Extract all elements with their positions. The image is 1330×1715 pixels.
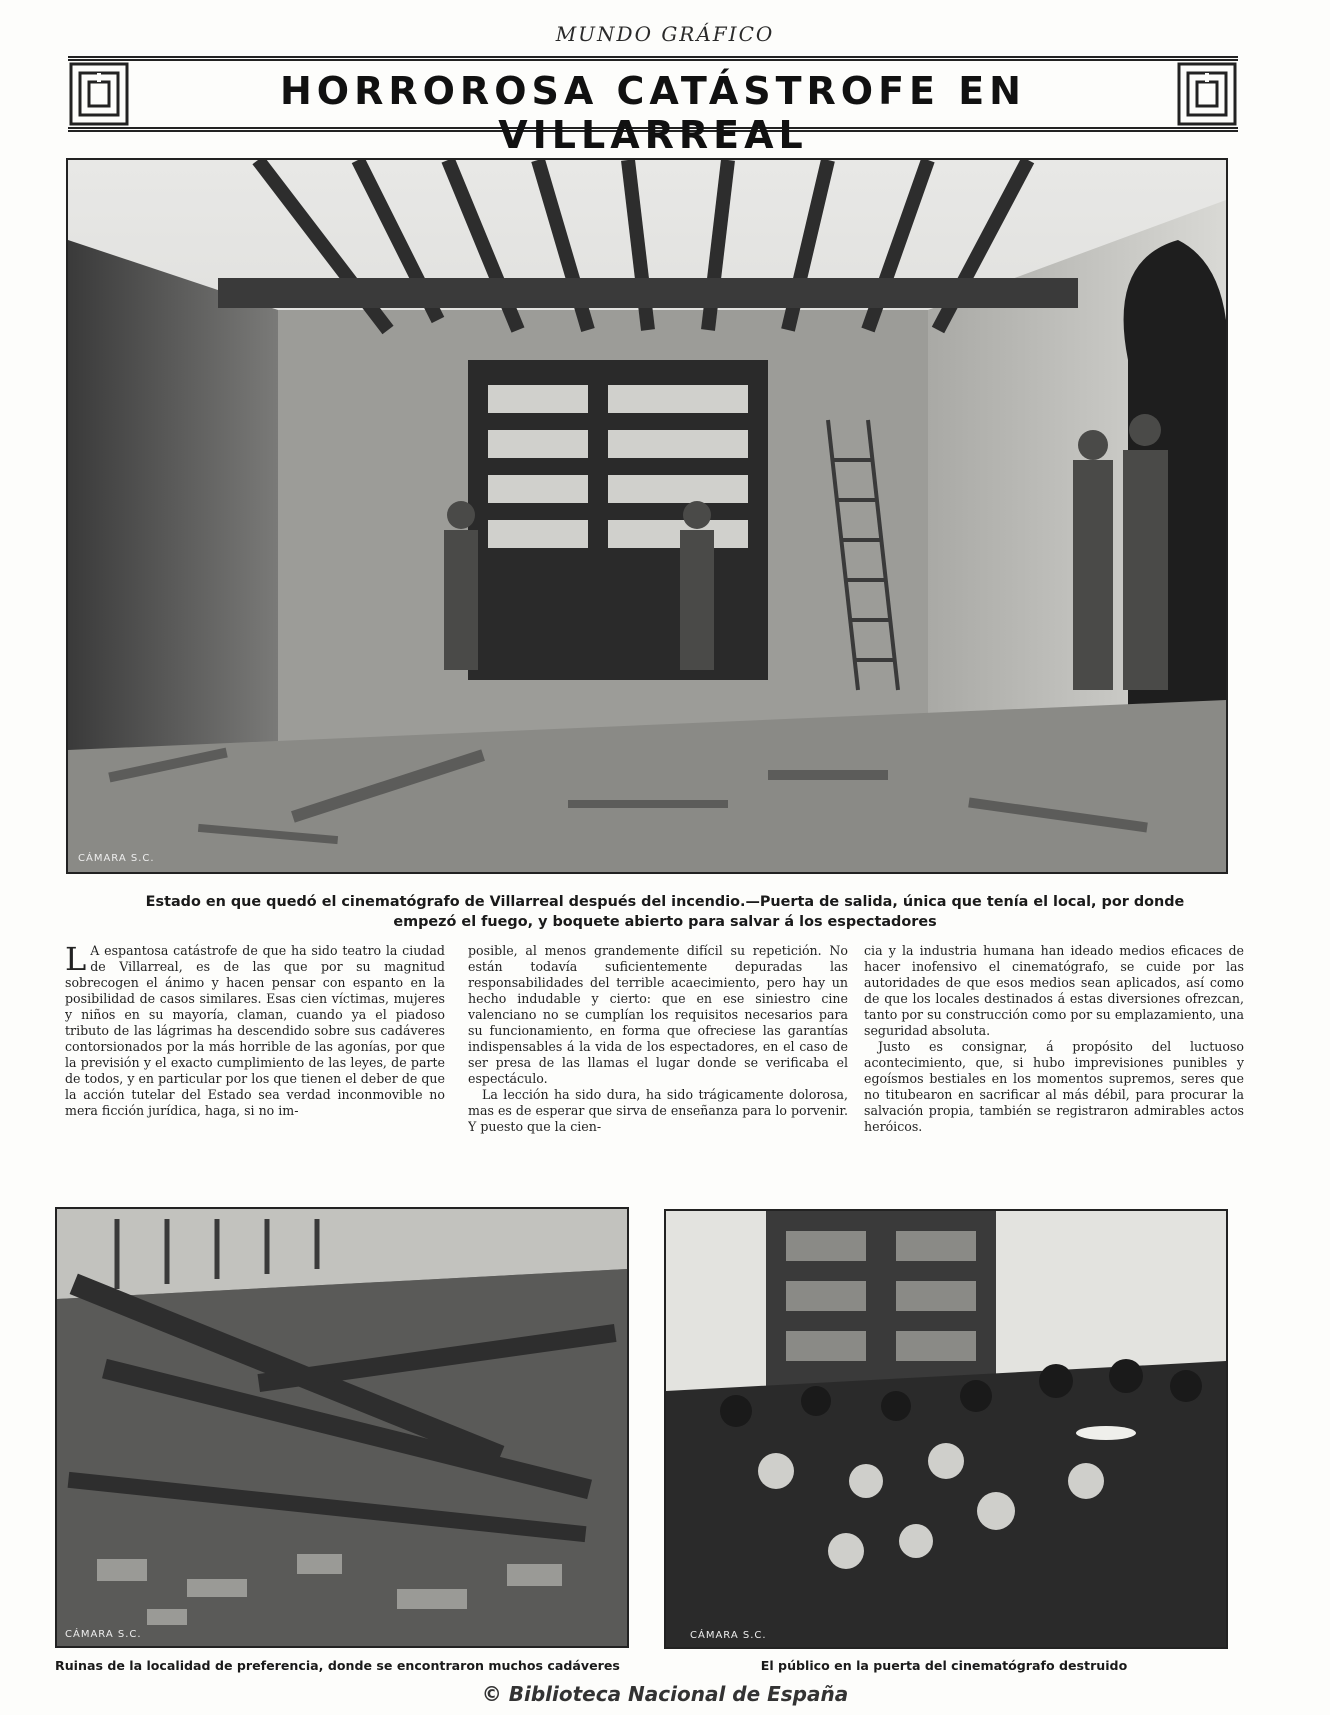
main-photo-burned-cinema (66, 158, 1228, 874)
article-col2-paragraph-2: La lección ha sido dura, ha sido trágicamente dolorosa, mas es de esperar que sirva de enseñanza para lo porvenir. Y puesto que la cien- (468, 1087, 848, 1134)
main-photo-caption-line2: empezó el fuego, y boquete abierto para salvar á los espectadores (393, 914, 937, 930)
greek-key-ornament-left (68, 61, 130, 127)
photo-ruins-preferred-seating (55, 1207, 629, 1648)
greek-key-ornament-right (1176, 61, 1238, 127)
article-col1-paragraph: A espantosa catástrofe de que ha sido teatro la ciudad de Villarreal, es de las que por su magnitud sobrecogen el ánimo y hacen pensar con espanto en la posibilidad de casos similares. Esas cien víctimas, mujeres y niños en su mayoría, claman, cuando ya el piadoso tributo de las lágrimas ha descendido sobre sus cadáveres contorsionados por la más horrible de las agonías, por que la previsión y el exacto cumplimiento de las leyes, de parte de todos, y en particular por los que tienen el deber de que la acción tutelar del Estado sea verdad inconmovible no mera ficción jurídica, haga, si no im- (65, 943, 445, 1118)
crowd-photo-illustration (666, 1211, 1226, 1647)
article-dropcap: L (65, 943, 87, 978)
crowd-photo-credit: CÁMARA S.C. (690, 1630, 767, 1641)
ruins-photo-illustration (57, 1209, 627, 1646)
article-column-2 (468, 943, 848, 1183)
main-photo-caption-line1: Estado en que quedó el cinematógrafo de Villarreal después del incendio.—Puerta de salida, única que tenía el local, por donde (145, 894, 1185, 910)
masthead: MUNDO GRÁFICO (555, 22, 775, 46)
article-column-1 (65, 943, 445, 1183)
headline: HORROROSA CATÁSTROFE EN VILLARREAL (280, 69, 1026, 157)
article-col3-paragraph-1: cia y la industria humana han ideado medios eficaces de hacer inofensivo el cinematógrafo, se cuide por las autoridades de que esos medios sean aplicados, así como de que los locales destinados á estas diversiones ofrezcan, tanto por su construcción como por su emplazamiento, una seguridad absoluta. (864, 943, 1244, 1038)
photo-crowd-at-cinema-door (664, 1209, 1228, 1649)
main-photo-illustration (68, 160, 1226, 872)
main-photo-credit: CÁMARA S.C. (78, 853, 155, 864)
headline-band (68, 56, 1238, 157)
crowd-photo-caption: El público en la puerta del cinematógrafo destruido (760, 1658, 1128, 1673)
article-col2-paragraph-1: posible, al menos grandemente difícil su repetición. No están todavía suficientemente depuradas las responsabilidades del terrible acaecimiento, pero hay un hecho indudable y cierto: que en ese siniestro cine valenciano no se cumplían los requisitos necesarios para su funcionamiento, en forma que ofreciese las garantías indispensables á la vida de los espectadores, en el caso de ser presa de las llamas el lugar donde se verificaba el espectáculo. (468, 943, 848, 1086)
watermark: © Biblioteca Nacional de España (481, 1682, 849, 1706)
article-column-3 (864, 943, 1244, 1183)
ruins-photo-caption: Ruinas de la localidad de preferencia, donde se encontraron muchos cadáveres (55, 1658, 620, 1673)
article-col3-paragraph-2: Justo es consignar, á propósito del luctuoso acontecimiento, que, si hubo imprevisiones punibles y egoísmos bestiales en los momentos supremos, seres que no titubearon en sacrificar al más débil, para procurar la salvación propia, también se registraron admirables actos heróicos. (864, 1039, 1244, 1134)
ruins-photo-credit: CÁMARA S.C. (65, 1629, 142, 1640)
